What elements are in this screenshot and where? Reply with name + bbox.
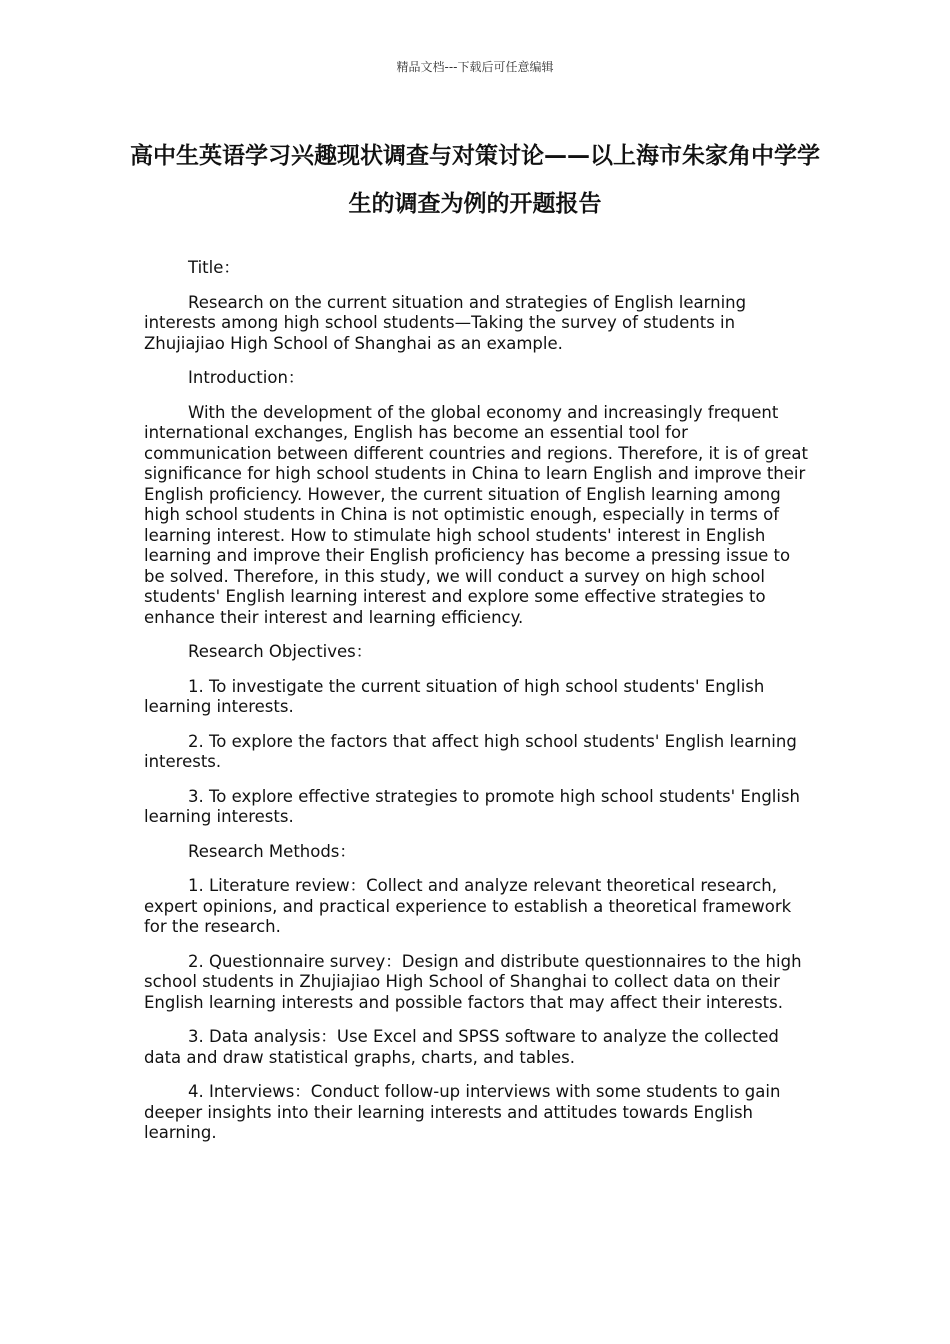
objective-item: 1. To investigate the current situation of high school students' English learning interests. [144, 676, 765, 716]
header-note: 精品文档---下载后可任意编辑 [396, 60, 554, 74]
method-item: 3. Data analysis：Use Excel and SPSS software to analyze the collected data and draw statistical graphs, charts, and tables. [144, 1027, 779, 1067]
document-title: 高中生英语学习兴趣现状调查与对策讨论——以上海市朱家角中学学生的调查为例的开题报告 [130, 143, 820, 217]
section-heading-objectives: Research Objectives： [188, 642, 373, 661]
document-body [144, 258, 814, 1158]
section-heading-introduction: Introduction： [188, 368, 305, 387]
section-heading-title: Title： [188, 258, 240, 277]
objective-item: 3. To explore effective strategies to promote high school students' English learning interests. [144, 786, 801, 826]
paragraph-introduction-text: With the development of the global economy and increasingly frequent international exchanges, English has become an essential tool for communication between different countries and regions. Therefore, it is of great significance for high school students in China to learn English and improve their English proficiency. However, the current situation of English learning among high school students in China is not optimistic enough, especially in terms of learning interest. How to stimulate high school students' interest in English learning and improve their English proficiency has become a pressing issue to be solved. Therefore, in this study, we will conduct a survey on high school students' English learning interest and explore some effective strategies to enhance their interest and learning efficiency. [144, 402, 808, 627]
paragraph-title-text: Research on the current situation and strategies of English learning interests among high school students—Taking the survey of students in Zhujiajiao High School of Shanghai as an example. [144, 292, 747, 353]
method-item: 4. Interviews：Conduct follow-up interviews with some students to gain deeper insights into their learning interests and attitudes towards English learning. [144, 1082, 781, 1142]
objective-item: 2. To explore the factors that affect high school students' English learning interests. [144, 731, 797, 771]
method-item: 2. Questionnaire survey：Design and distribute questionnaires to the high school students in Zhujiajiao High School of Shanghai to collect data on their English learning interests and possible factors that may affect their interests. [144, 951, 802, 1012]
section-heading-methods: Research Methods： [188, 841, 356, 861]
method-item: 1. Literature review：Collect and analyze relevant theoretical research, expert opinions, and practical experience to establish a theoretical framework for the research. [144, 876, 792, 936]
